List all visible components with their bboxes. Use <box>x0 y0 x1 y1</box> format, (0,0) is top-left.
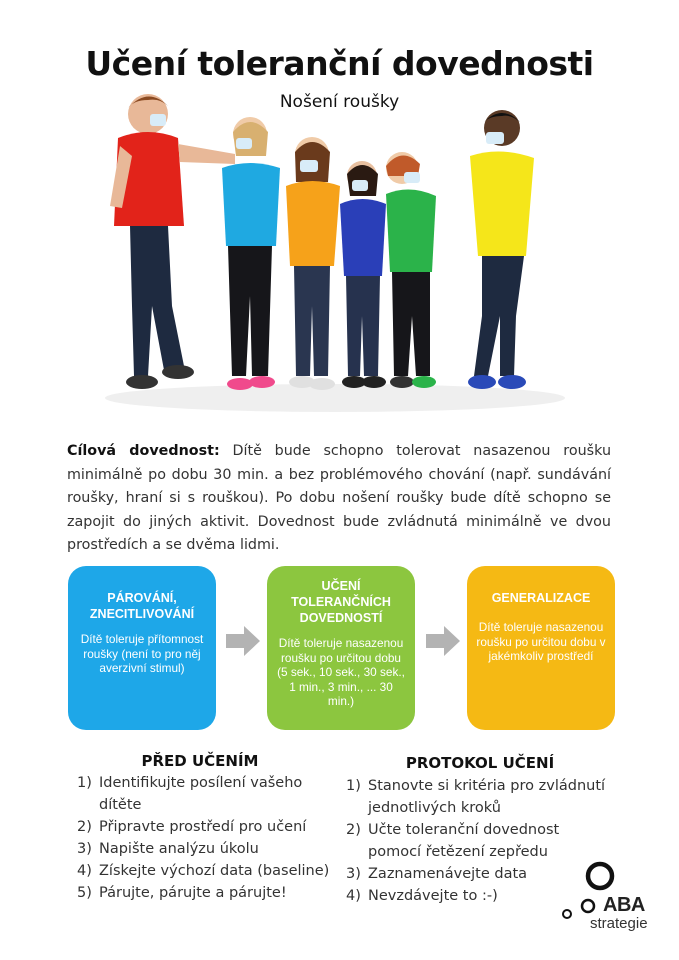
before-learning-heading: PŘED UČENÍM <box>141 752 259 770</box>
step-description: Dítě toleruje přítomnost roušky (není to pro něj averzivní stimul) <box>80 632 204 675</box>
target-skill-text: Dítě bude schopno tolerovat nasazenou roušku minimálně po dobu 30 min. a bez problémového chování (např. sundávání roušky, hraní si s rouškou). Po dobu nošení roušky bude dítě schopno se zapojit do jiných aktivit. Dovednost bude zvládnutá minimálně ve dvou prostředích a se dvěma lidmi. <box>67 443 612 553</box>
step-title: GENERALIZACE <box>491 591 591 605</box>
target-skill-label: Cílová dovednost: <box>67 443 220 459</box>
list-item: 2) Připravte prostředí pro učení <box>77 819 307 835</box>
before-learning-list <box>77 772 337 904</box>
arrow-right-icon <box>426 624 460 658</box>
child-red-shirt <box>110 94 235 389</box>
child-yellow-shirt <box>468 110 534 389</box>
step-box-tolerance <box>267 566 415 730</box>
step-description: Dítě toleruje nasazenou roušku po určitou dobu v jakémkoliv prostředí <box>476 620 606 663</box>
page-subtitle: Nošení roušky <box>279 92 400 112</box>
list-item: 3) Napište analýzu úkolu <box>77 841 259 857</box>
child-green-shirt <box>386 152 436 388</box>
list-item: 1) Stanovte si kritéria pro zvládnutí jednotlivých kroků <box>346 778 606 816</box>
list-item: 5) Párujte, párujte a párujte! <box>77 885 287 901</box>
step-box-generalization <box>467 566 615 730</box>
child-orange-shirt <box>286 137 340 390</box>
step-description: Dítě toleruje nasazenou roušku po určitou dobu (5 sek., 10 sek., 30 sek., 1 min., 3 min., ... 30 min.) <box>277 636 405 708</box>
step-box-pairing <box>68 566 216 730</box>
page-title: Učení toleranční dovednosti <box>85 44 594 83</box>
logo-name: ABA <box>603 894 645 916</box>
children-photo <box>90 86 590 422</box>
step-title: PÁROVÁNÍ, ZNECITLIVOVÁNÍ <box>89 591 195 621</box>
protocol-heading: PROTOKOL UČENÍ <box>405 754 555 772</box>
child-navy-shirt <box>340 161 386 388</box>
list-item: 1) Identifikujte posílení vašeho dítěte <box>77 775 303 813</box>
step-title: UČENÍ TOLERANČNÍCH DOVEDNOSTÍ <box>291 579 391 625</box>
list-item: 3) Zaznamenávejte data <box>346 866 528 882</box>
arrow-right-icon <box>226 624 260 658</box>
list-item: 4) Získejte výchozí data (baseline) <box>77 863 330 879</box>
list-item: 2) Učte toleranční dovednost pomocí řetězení zepředu <box>346 822 560 860</box>
target-skill-paragraph <box>67 440 611 558</box>
logo-subtitle: strategie <box>590 915 648 932</box>
list-item: 4) Nevzdávejte to :-) <box>346 888 498 904</box>
